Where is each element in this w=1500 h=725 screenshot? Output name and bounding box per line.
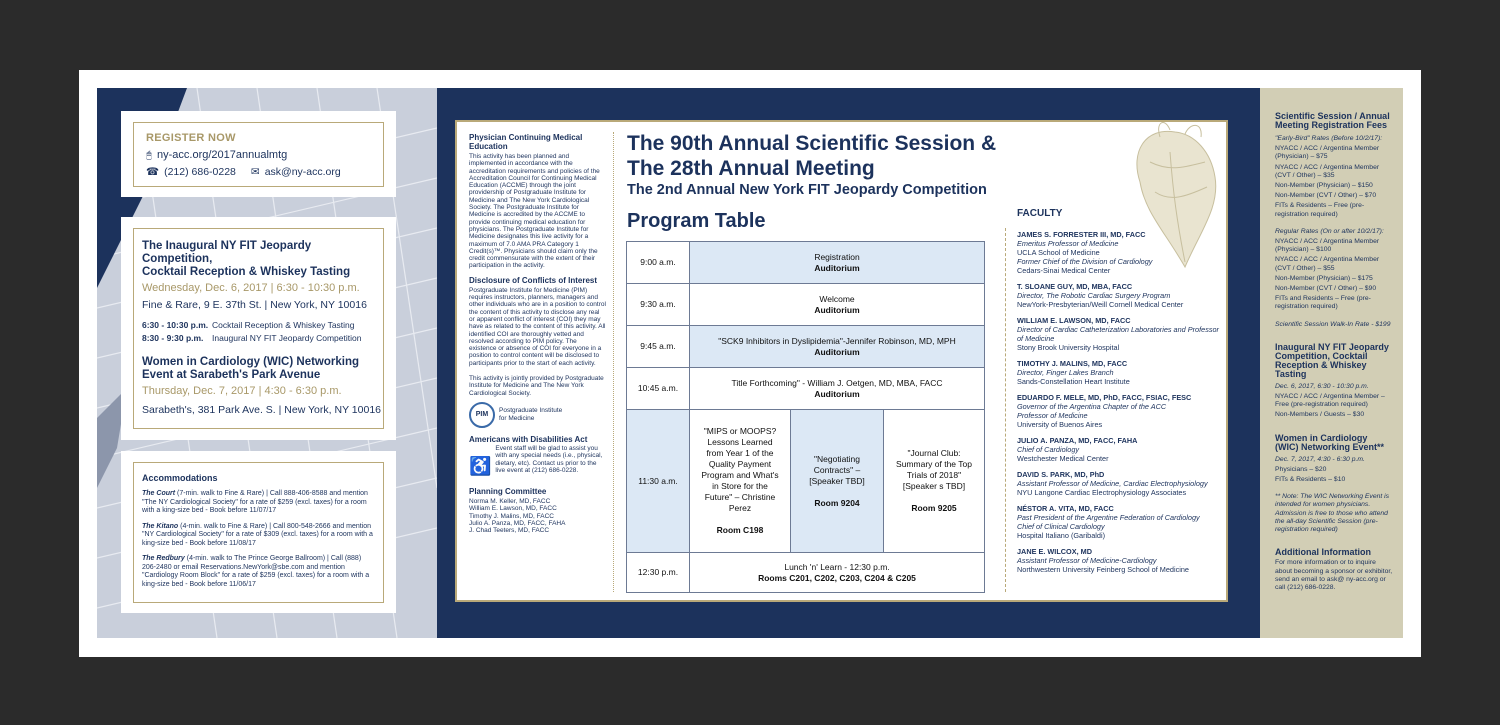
fee-item: NYACC / ACC / Argentina Member – Free (pre-registration required) (1275, 393, 1385, 409)
register-title: REGISTER NOW (146, 132, 236, 144)
pim-logo (469, 402, 606, 428)
walkin-rate: Scientific Session Walk-In Rate - $199 (1275, 320, 1391, 328)
faculty-divider (1005, 228, 1006, 592)
faculty-item: TIMOTHY J. MALINS, MD, FACC Director, Finger Lakes Branch Sands-Constellation Heart Institute (1017, 359, 1130, 386)
time-cell: 9:45 a.m. (627, 326, 690, 368)
events-card (121, 217, 396, 440)
fee-item: FITs & Residents – $10 (1275, 476, 1346, 484)
event1-place: Fine & Rare, 9 E. 37th St. | New York, NY 10016 (142, 299, 367, 311)
phone-icon: ☎ (146, 166, 160, 178)
accommodations-title: Accommodations (142, 473, 218, 483)
session-cell: "SCK9 Inhibitors in Dyslipidemia"-Jennifer Robinson, MD, MPH Auditorium (690, 326, 985, 368)
session-cell: Lunch 'n' Learn - 12:30 p.m. Rooms C201, C202, C203, C204 & C205 (690, 553, 985, 593)
time-cell: 9:00 a.m. (627, 242, 690, 284)
hotel-item: The Redbury (4-min. walk to The Prince George Ballroom) | Call (888) 206-2480 or email Reservations.NewYork@sbe.com and mention "Cardiology Room Block" for a rate of $259 (excl. taxes) for a room with a king-size bed - Book before 11/06/17 (142, 555, 370, 588)
session-cell: Title Forthcoming" - William J. Oetgen, MD, MBA, FACC Auditorium (690, 368, 985, 410)
coi-title: Disclosure of Conflicts of Interest (469, 275, 598, 285)
cme-column (469, 133, 606, 534)
fee-item: NYACC / ACC / Argentina Member (Physician) – $75 (1275, 145, 1380, 161)
register-card (121, 111, 396, 197)
register-url[interactable]: ny-acc.org/2017annualmtg (157, 149, 288, 161)
wic-note: ** Note: The WIC Networking Event is intended for women physicians. Admission is free to those who attend the all-day Scientific Session (pre-registration required) (1275, 493, 1390, 534)
fee-item: Non-Member (CVT / Other) – $70 (1275, 192, 1377, 200)
faculty-item: T. SLOANE GUY, MD, MBA, FACC Director, The Robotic Cardiac Surgery Program NewYork-Presbyterian/Weill Cornell Medical Center (1017, 282, 1184, 309)
faculty-item: DAVID S. PARK, MD, PhD Assistant Professor of Medicine, Cardiac Electrophysiology NYU Langone Cardiac Electrophysiology Associates (1017, 470, 1208, 497)
table-row (627, 326, 985, 368)
table-row (627, 553, 985, 593)
fee-item: Non-Member (Physician) – $175 (1275, 274, 1373, 282)
table-row (627, 242, 985, 284)
breakout-cell: "Negotiating Contracts" – [Speaker TBD] Room 9204 (791, 410, 884, 553)
faculty-item: EDUARDO F. MELE, MD, PhD, FACC, FSIAC, FESC Governor of the Argentina Chapter of the ACC Professor of Medicine University of Buenos Aires (1017, 393, 1192, 429)
early-head: "Early-Bird" Rates (Before 10/2/17): (1275, 135, 1383, 142)
pc-member: Norma M. Keller, MD, FACC (469, 497, 551, 505)
cme-title: Physician Continuing Medical Education (469, 133, 583, 151)
wheelchair-icon: ♿ (469, 455, 492, 476)
fee-item: Physicians – $20 (1275, 465, 1327, 473)
faculty-item: JANE E. WILCOX, MD Assistant Professor of Medicine-Cardiology Northwestern University Feinberg School of Medicine (1017, 547, 1189, 574)
time-cell: 9:30 a.m. (627, 284, 690, 326)
fit-fees-title: Inaugural NY FIT Jeopardy Competition, Cocktail Reception & Whiskey Tasting (1275, 341, 1389, 379)
fees-column (1260, 88, 1403, 638)
event2-date: Thursday, Dec. 7, 2017 | 4:30 - 6:30 p.m. (142, 385, 342, 397)
time-cell: 12:30 p.m. (627, 553, 690, 593)
event1-date: Wednesday, Dec. 6, 2017 | 6:30 - 10:30 p.m. (142, 282, 360, 294)
column-divider (613, 132, 614, 592)
event2-title-line2: Event at Sarabeth's Park Avenue (142, 369, 321, 381)
fee-item: NYACC / ACC / Argentina Member (CVT / Other) – $35 (1275, 163, 1380, 179)
faculty-item: NÉSTOR A. VITA, MD, FACC Past President of the Argentine Federation of Cardiology Chief of Clinical Cardiology Hospital Italiano (Garibaldi) (1017, 504, 1200, 540)
pc-member: Julio A. Panza, MD, FACC, FAHA (469, 519, 566, 527)
table-row (627, 368, 985, 410)
coi-text: Postgraduate Institute for Medicine (PIM) requires instructors, planners, managers and other individuals who are in a position to control the content of this activity to disclose any real or apparent conflict of interest (COI) they may have as related to the content of this activity. All identified COI are thoroughly vetted and resolved according to PIM policy. The existence or absence of COI for everyone in a position to control content will be disclosed to participants prior to the start of each activity. (469, 286, 606, 367)
wic-fees-title: Women in Cardiology (WIC) Networking Event** (1275, 432, 1385, 452)
accommodations-card (121, 451, 396, 613)
wic-fees-date: Dec. 7, 2017, 4:30 - 6:30 p.m. (1275, 455, 1365, 463)
fee-item: Non-Member (CVT / Other) – $90 (1275, 285, 1377, 293)
ada-text: Event staff will be glad to assist you with any special needs (i.e., physical, dietary, etc). Contact us prior to the live event at (212) 686-0228. (495, 444, 603, 474)
additional-info-title: Additional Information (1275, 547, 1371, 558)
faculty-heading: FACULTY (1017, 208, 1063, 219)
session-cell: Registration Auditorium (690, 242, 985, 284)
additional-info-text: For more information or to inquire about becoming a sponsor or exhibitor, send an email to ask@ ny-acc.org or call (212) 686-0228. (1275, 559, 1393, 591)
joint-text: This activity is jointly provided by Postgraduate Institute for Medicine and The New York Cardiological Society. (469, 375, 604, 397)
fee-item: Non-Members / Guests – $30 (1275, 411, 1365, 419)
register-email[interactable]: ask@ny-acc.org (264, 166, 341, 178)
hotel-item: The Kitano (4-min. walk to Fine & Rare) | Call 800-548-2666 and mention "NY Cardiological Society" for a rate of $309 (excl. taxes) for a room with a king-size bed - Book before 11/08/17 (142, 522, 373, 547)
pc-member: J. Chad Teeters, MD, FACC (469, 527, 550, 535)
page-title: The 90th Annual Scientific Session & The 28th Annual Meeting (627, 132, 997, 180)
faculty-list (1017, 230, 1222, 581)
table-row (627, 284, 985, 326)
event1-title-line1: The Inaugural NY FIT Jeopardy Competition, (142, 240, 312, 265)
page-subtitle: The 2nd Annual New York FIT Jeopardy Competition (627, 182, 987, 198)
breakout-cell: "Journal Club: Summary of the Top Trials of 2018" [Speaker s TBD] Room 9205 (884, 410, 985, 553)
program-table (626, 241, 985, 593)
web-icon: 🖰 (146, 149, 152, 161)
email-icon: ✉ (250, 166, 260, 178)
time-cell: 10:45 a.m. (627, 368, 690, 410)
ada-title: Americans with Disabilities Act (469, 434, 588, 444)
hotel-item: The Court (7-min. walk to Fine & Rare) | Call 888-406-8588 and mention "The NY Cardiological Society" for a rate of $259 (excl. taxes) for a room with a king-size bed - Book before 11/07/17 (142, 490, 368, 514)
pim-logo-mark: PIM (469, 402, 495, 428)
fee-item: FITs and Residents – Free (pre-registration required) (1275, 295, 1371, 311)
pim-name: Postgraduate Institute for Medicine (499, 407, 563, 422)
session-cell: Welcome Auditorium (690, 284, 985, 326)
fee-item: Non-Member (Physician) – $150 (1275, 182, 1373, 190)
event1-schedule-row: 6:30 - 10:30 p.m. Cocktail Reception & Whiskey Tasting (142, 320, 355, 330)
register-phone[interactable]: (212) 686-0228 (164, 166, 236, 178)
time-cell: 11:30 a.m. (627, 410, 690, 553)
table-row (627, 410, 985, 553)
fit-fees-date: Dec. 6, 2017, 6:30 - 10:30 p.m. (1275, 382, 1369, 390)
regular-head: Regular Rates (On or after 10/2/17): (1275, 227, 1384, 235)
program-table-heading: Program Table (627, 210, 766, 232)
fees-title: Scientific Session / Annual Meeting Registration Fees (1275, 111, 1390, 130)
fee-item: NYACC / ACC / Argentina Member (CVT / Other) – $55 (1275, 256, 1380, 272)
faculty-item: JAMES S. FORRESTER III, MD, FACC Emeritus Professor of Medicine UCLA School of Medicine Former Chief of the Division of Cardiology Cedars-Sinai Medical Center (1017, 230, 1153, 275)
event2-place: Sarabeth's, 381 Park Ave. S. | New York, NY 10016 (142, 404, 381, 416)
fee-item: FITs & Residents – Free (pre-registration required) (1275, 202, 1365, 218)
event1-title-line2: Cocktail Reception & Whiskey Tasting (142, 266, 351, 278)
faculty-item: JULIO A. PANZA, MD, FACC, FAHA Chief of Cardiology Westchester Medical Center (1017, 436, 1138, 463)
event2-title-line1: Women in Cardiology (WIC) Networking (142, 356, 360, 368)
planning-committee-title: Planning Committee (469, 486, 547, 496)
fee-item: NYACC / ACC / Argentina Member (Physician) – $100 (1275, 238, 1380, 254)
cme-text: This activity has been planned and implemented in accordance with the accreditation requirements and policies of the Accreditation Council for Continuing Medical Education (ACCME) through the joint providership of Postgraduate Institute for Medicine and The New York Cardiological Society. The Postgraduate Institute for Medicine is accredited by the ACCME to provide continuing medical education for physicians. The Postgraduate Institute for Medicine designates this live activity for a maximum of 7.0 AMA PRA Category 1 Credit(s)™. Physicians should claim only the credit commensurate with the extent of their participation in the activity. (469, 153, 600, 270)
breakout-cell: "MIPS or MOOPS? Lessons Learned from Year 1 of the Quality Payment Program and What's in Store for the Future" – Christine Perez Room C198 (690, 410, 791, 553)
event1-schedule-row: 8:30 - 9:30 p.m. Inaugural NY FIT Jeopardy Competition (142, 333, 362, 343)
pc-member: Timothy J. Malins, MD, FACC (469, 512, 554, 520)
faculty-item: WILLIAM E. LAWSON, MD, FACC Director of Cardiac Catheterization Laboratories and Professor of Medicine Stony Brook University Hospital (1017, 316, 1219, 352)
pc-member: William E. Lawson, MD, FACC (469, 505, 557, 513)
